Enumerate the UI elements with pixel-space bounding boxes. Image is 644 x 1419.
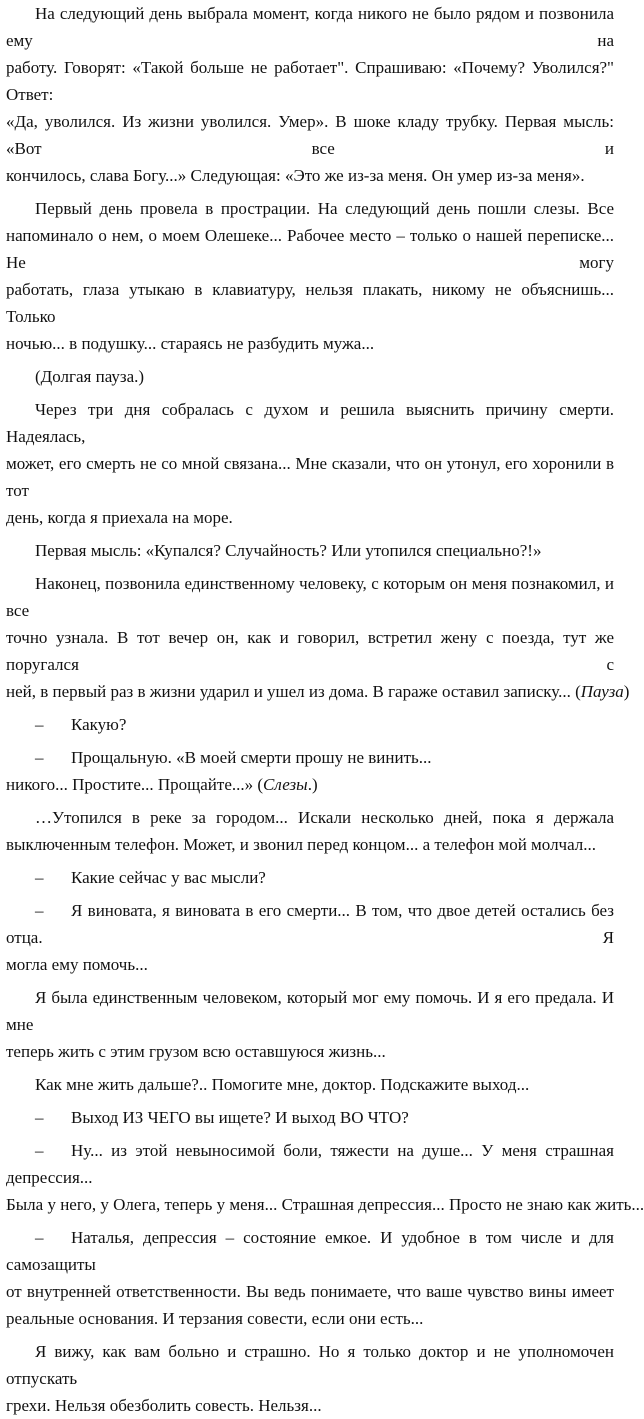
text-line: реальные основания. И терзания совести, если они есть...: [6, 1309, 424, 1328]
text-line: «Да, уволился. Из жизни уволился. Умер». В шоке кладу трубку. Первая мысль: «Вот все и: [6, 112, 614, 158]
text-run: Какие сейчас у вас мысли?: [71, 868, 266, 887]
text-line: день, когда я приехала на море.: [6, 508, 233, 527]
dialogue-dash: –: [35, 1108, 44, 1127]
text-line: ночью... в подушку... стараясь не разбудить мужа...: [6, 334, 375, 353]
text-line: Первая мысль: «Купался? Случайность? Или утопился специально?!»: [35, 541, 542, 560]
text-run: Ну... из этой невыносимой боли, тяжести на душе... У меня страшная депрессия...: [6, 1141, 614, 1187]
text-run: .): [307, 775, 318, 794]
text-line: Я была единственным человеком, который мог ему помочь. И я его предала. И мне: [6, 988, 614, 1034]
text-line: Была у него, у Олега, теперь у меня... Страшная депрессия... Просто не знаю как жить...: [6, 1195, 644, 1214]
text-run: ней, в первый раз в жизни ударил и ушел из дома. В гараже оставил записку... (: [6, 682, 581, 701]
paragraph: [6, 771, 614, 798]
dialogue-line: [6, 744, 614, 771]
paragraph: [6, 537, 614, 564]
text-run: никого... Простите... Прощайте...» (: [6, 775, 264, 794]
text-line: теперь жить с этим грузом всю оставшуюся жизнь...: [6, 1042, 386, 1061]
dialogue-dash: –: [35, 748, 44, 767]
text-line: [6, 1224, 614, 1278]
text-line: Через три дня собралась с духом и решила выяснить причину смерти. Надеялась,: [6, 400, 614, 446]
dialogue-line: [6, 864, 614, 891]
text-run: ): [623, 682, 630, 701]
dialogue-line: [6, 1104, 614, 1131]
text-line: [6, 711, 614, 738]
paragraph: [6, 570, 630, 705]
text-line: кончилось, слава Богу...» Следующая: «Это же из-за меня. Он умер из-за меня».: [6, 166, 585, 185]
text-line: от внутренней ответственности. Вы ведь понимаете, что ваше чувство вины имеет: [6, 1282, 614, 1301]
text-line: [6, 1137, 614, 1191]
text-line: могла ему помочь...: [6, 955, 148, 974]
dialogue-dash: –: [35, 901, 44, 920]
text-line: напоминало о нем, о моем Олешеке... Рабочее место – только о нашей переписке... Не могу: [6, 226, 614, 272]
stage-direction: Пауза: [580, 682, 624, 701]
text-run: Выход ИЗ ЧЕГО вы ищете? И выход ВО ЧТО?: [71, 1108, 409, 1127]
text-line: На следующий день выбрала момент, когда никого не было рядом и позвонила ему на: [6, 4, 614, 50]
paragraph: [6, 1071, 614, 1098]
text-line: Я вижу, как вам больно и страшно. Но я только доктор и не уполномочен отпускать: [6, 1342, 614, 1388]
text-line: [6, 864, 614, 891]
paragraph: [6, 804, 614, 858]
dialogue-line: [6, 897, 614, 978]
dialogue-dash: –: [35, 1228, 44, 1247]
text-line: [6, 1104, 614, 1131]
text-line: [6, 678, 630, 705]
paragraph: [6, 0, 614, 189]
text-line: точно узнала. В тот вечер он, как и говорил, встретил жену с поезда, тут же поругался с: [6, 628, 614, 674]
text-line: [6, 897, 614, 951]
dialogue-dash: –: [35, 1141, 44, 1160]
text-run: Прощальную. «В моей смерти прошу не винить...: [71, 748, 432, 767]
text-line: работать, глаза утыкаю в клавиатуру, нельзя плакать, никому не объяснишь... Только: [6, 280, 614, 326]
paragraph: [6, 195, 614, 357]
text-run: Какую?: [71, 715, 127, 734]
paragraph: [6, 363, 614, 390]
text-line: грехи. Нельзя обезболить совесть. Нельзя...: [6, 1396, 322, 1415]
text-line: работу. Говорят: «Такой больше не работает". Спрашиваю: «Почему? Уволился?" Ответ:: [6, 58, 614, 104]
dialogue-dash: –: [35, 868, 44, 887]
text-line: Первый день провела в прострации. На следующий день пошли слезы. Все: [35, 199, 614, 218]
stage-direction: Слезы: [263, 775, 308, 794]
text-line: выключенным телефон. Может, и звонил перед концом... а телефон мой молчал...: [6, 835, 597, 854]
paragraph: [6, 984, 614, 1065]
dialogue-line: [6, 1137, 644, 1218]
dialogue-line: [6, 1224, 614, 1332]
text-line: может, его смерть не со мной связана... Мне сказали, что он утонул, его хоронили в тот: [6, 454, 614, 500]
paragraph: [6, 1338, 614, 1419]
text-line: Как мне жить дальше?.. Помогите мне, доктор. Подскажите выход...: [35, 1075, 530, 1094]
text-run: Я виновата, я виновата в его смерти... В том, что двое детей остались без отца. Я: [6, 901, 614, 947]
dialogue-line: [6, 711, 614, 738]
text-line: [6, 771, 614, 798]
text-line: …Утопился в реке за городом... Искали несколько дней, пока я держала: [35, 808, 614, 827]
dialogue-dash: –: [35, 715, 44, 734]
text-run: Наталья, депрессия – состояние емкое. И удобное в том числе и для самозащиты: [6, 1228, 614, 1274]
text-line: Наконец, позвонила единственному человеку, с которым он меня познакомил, и все: [6, 574, 614, 620]
text-line: [6, 744, 614, 771]
paragraph: [6, 396, 614, 531]
text-line: (Долгая пауза.): [35, 367, 145, 386]
